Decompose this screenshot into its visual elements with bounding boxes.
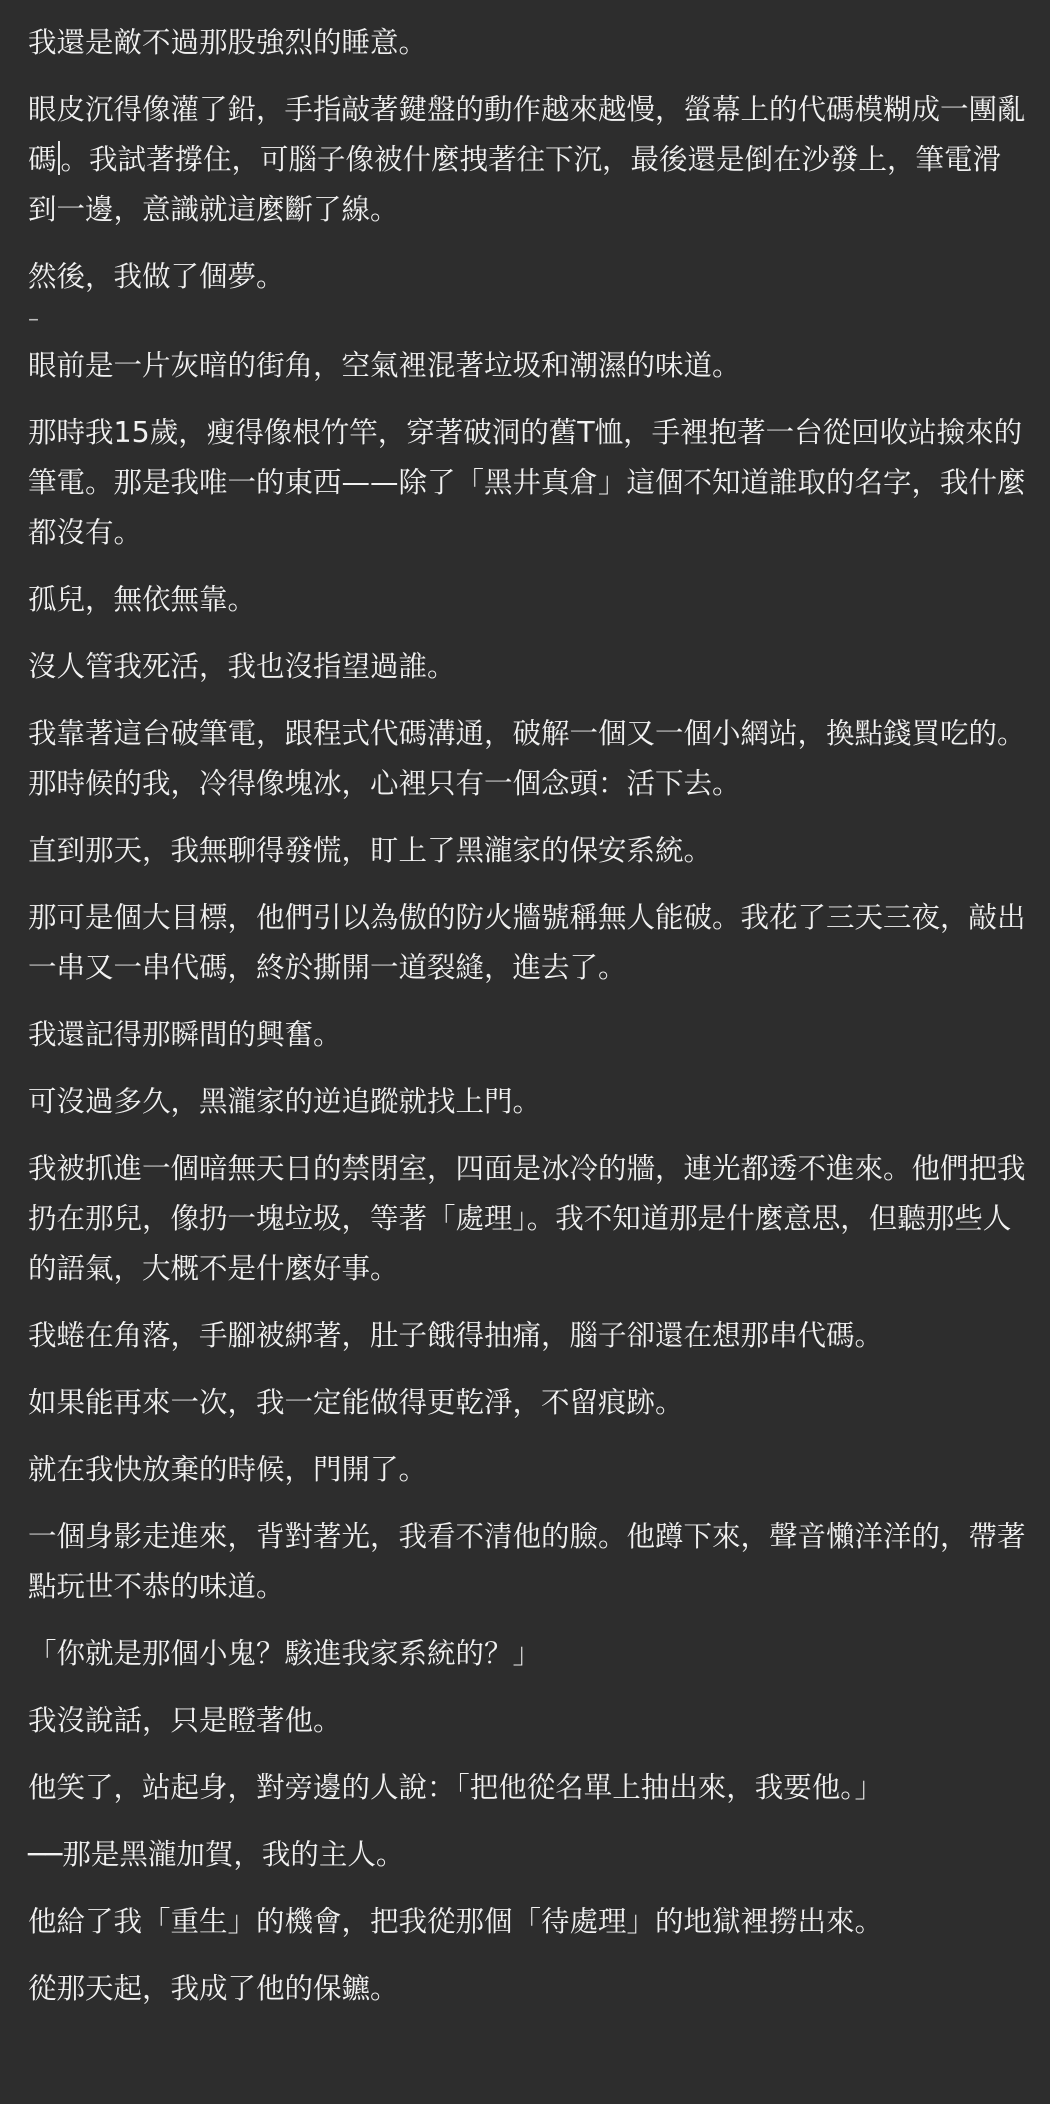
paragraph: 「你就是那個小鬼？駭進我家系統的？」 <box>28 1637 542 1670</box>
paragraph: 眼前是一片灰暗的街角，空氣裡混著垃圾和潮濕的味道。 <box>28 349 741 382</box>
paragraph: 他笑了，站起身，對旁邊的人說：「把他從名單上抽出來，我要他。」 <box>28 1771 884 1804</box>
paragraph: 我還記得那瞬間的興奮。 <box>28 1018 342 1051</box>
paragraph: 然後，我做了個夢。 <box>28 260 285 293</box>
paragraph-text: 眼皮沉得像灌了鉛，手指敲著鍵盤的動作越來越慢，螢幕上的代碼模糊成一團亂碼 <box>28 93 1026 176</box>
paragraph: 我蜷在角落，手腳被綁著，肚子餓得抽痛，腦子卻還在想那串代碼。 <box>28 1319 884 1352</box>
paragraph: 就在我快放棄的時候，門開了。 <box>28 1453 428 1486</box>
paragraph: ──那是黑瀧加賀，我的主人。 <box>28 1838 405 1871</box>
paragraph: 我靠著這台破筆電，跟程式代碼溝通，破解一個又一個小網站，換點錢買吃的。那時候的我，冷得像塊冰，心裡只有一個念頭：活下去。 <box>28 717 1026 800</box>
text-cursor <box>58 141 60 175</box>
paragraph: 那時我15歲，瘦得像根竹竿，穿著破洞的舊T恤，手裡抱著一台從回收站撿來的筆電。那是我唯一的東西——除了「黑井真倉」這個不知道誰取的名字，我什麼都沒有。 <box>28 416 1026 549</box>
paragraph-text: 。我試著撐住，可腦子像被什麼拽著往下沉，最後還是倒在沙發上，筆電滑到一邊，意識就這麼斷了線。 <box>28 143 1002 226</box>
paragraph: 孤兒，無依無靠。 <box>28 583 257 616</box>
paragraph <box>28 85 1028 235</box>
paragraph: 沒人管我死活，我也沒指望過誰。 <box>28 650 456 683</box>
paragraph: 從那天起，我成了他的保鑣。 <box>28 1972 399 2005</box>
paragraph: 我沒說話，只是瞪著他。 <box>28 1704 342 1737</box>
paragraph: 一個身影走進來，背對著光，我看不清他的臉。他蹲下來，聲音懶洋洋的，帶著點玩世不恭的味道。 <box>28 1520 1026 1603</box>
paragraph: 那可是個大目標，他們引以為傲的防火牆號稱無人能破。我花了三天三夜，敲出一串又一串代碼，終於撕開一道裂縫，進去了。 <box>28 901 1026 984</box>
paragraph: 我被抓進一個暗無天日的禁閉室，四面是冰冷的牆，連光都透不進來。他們把我扔在那兒，像扔一塊垃圾，等著「處理」。我不知道那是什麼意思，但聽那些人的語氣，大概不是什麼好事。 <box>28 1152 1026 1285</box>
paragraph: 如果能再來一次，我一定能做得更乾淨，不留痕跡。 <box>28 1386 684 1419</box>
paragraph: 他給了我「重生」的機會，把我從那個「待處理」的地獄裡撈出來。 <box>28 1905 884 1938</box>
paragraph: 直到那天，我無聊得發慌，盯上了黑瀧家的保安系統。 <box>28 834 713 867</box>
scene-separator: – <box>28 307 39 332</box>
paragraph: 可沒過多久，黑瀧家的逆追蹤就找上門。 <box>28 1085 542 1118</box>
paragraph: 我還是敵不過那股強烈的睡意。 <box>28 26 428 59</box>
